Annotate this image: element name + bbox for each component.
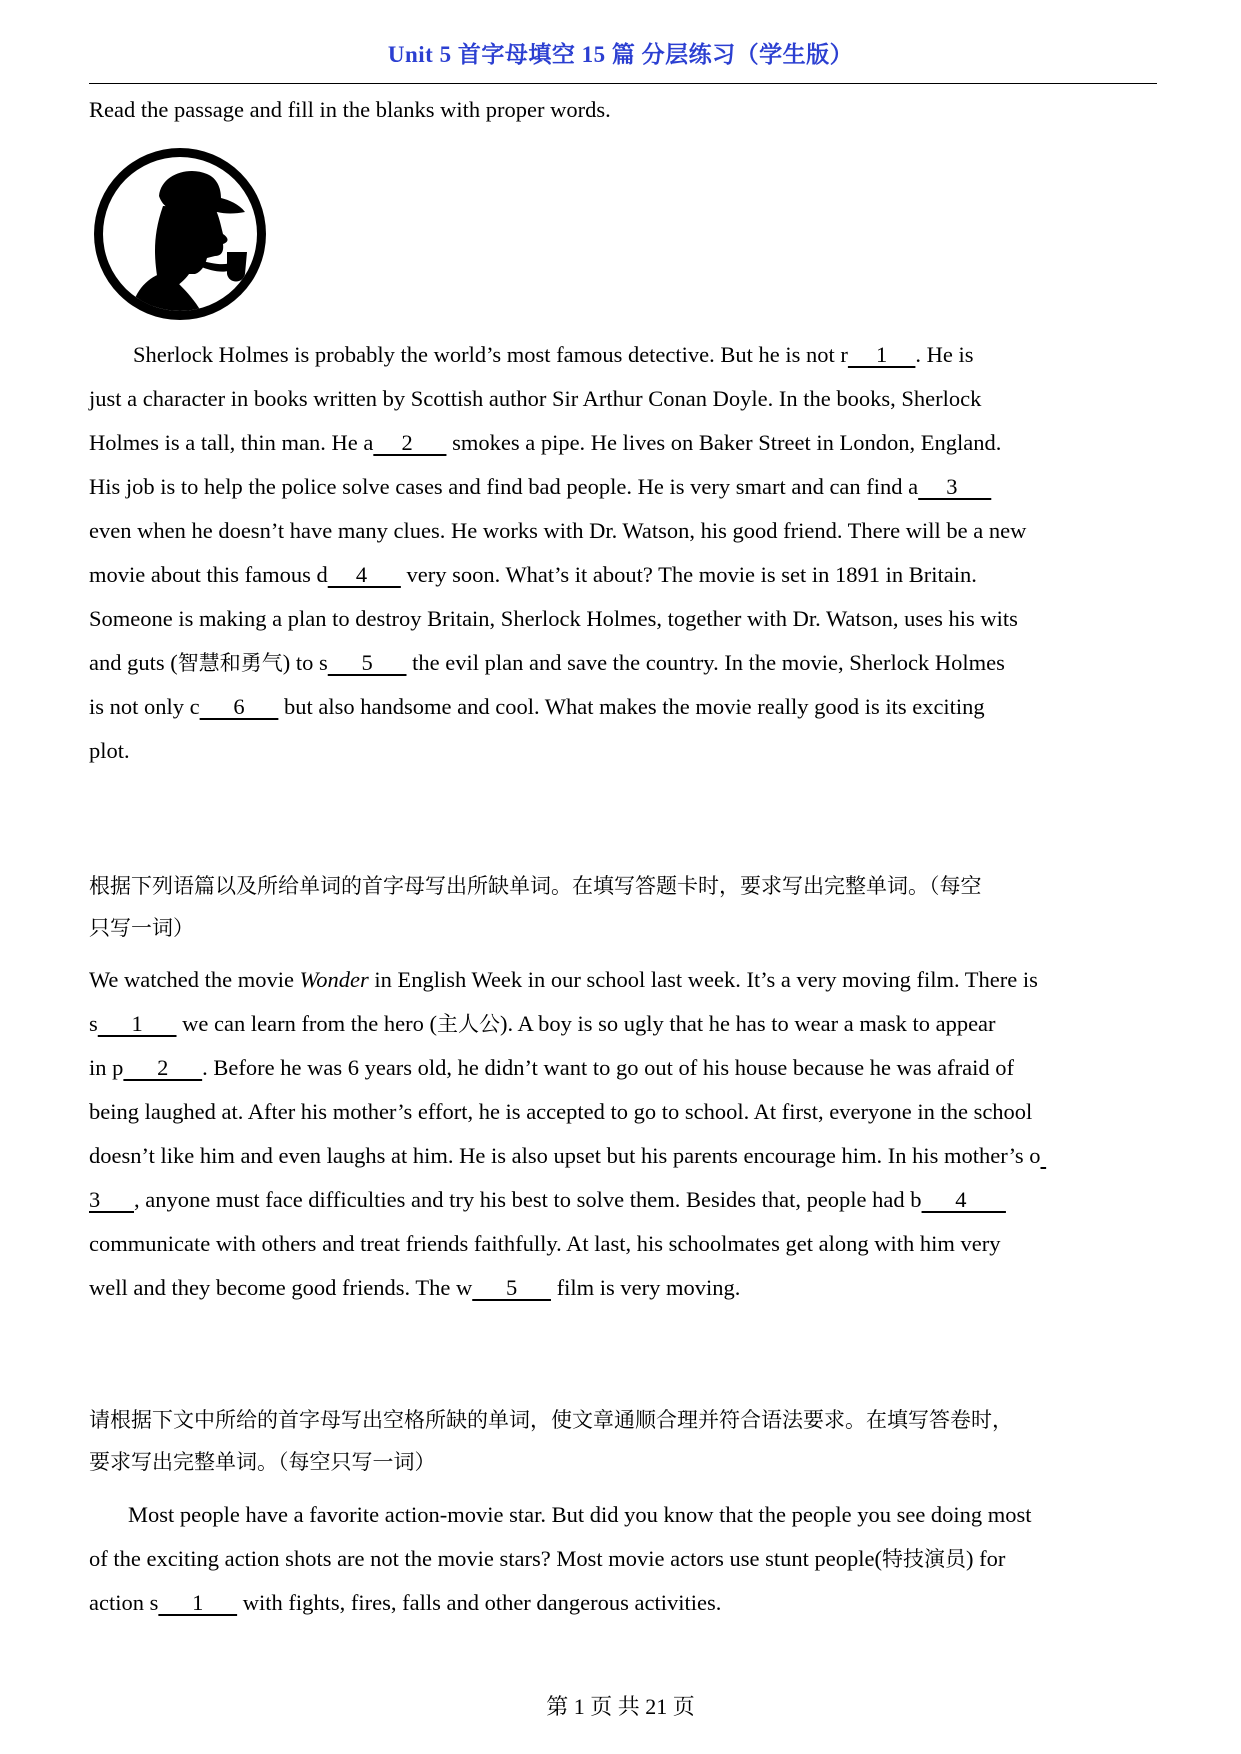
passage-text: s <box>89 1011 98 1036</box>
passage-line <box>89 692 1157 722</box>
blank-answer-slot: 4 <box>327 562 401 587</box>
passage-text: being laughed at. After his mother’s effort, he is accepted to go to school. At first, everyone in the school <box>89 1099 1033 1124</box>
passage-line <box>89 516 1157 546</box>
passage-text: with fights, fires, falls and other dangerous activities. <box>237 1590 722 1615</box>
passage-line <box>89 604 1157 634</box>
blank-answer-slot: 4 <box>921 1187 1006 1212</box>
passage-2-instruction-line-1: 根据下列语篇以及所给单词的首字母写出所缺单词。在填写答题卡时，要求写出完整单词。（每空 <box>89 874 982 898</box>
page-title: Unit 5 首字母填空 15 篇 分层练习（学生版） <box>387 42 854 67</box>
movie-title: Wonder <box>299 967 369 992</box>
passage-text: Holmes is a tall, thin man. He a <box>89 430 374 455</box>
chinese-gloss: 特技演员 <box>881 1547 966 1571</box>
passage-line <box>89 1053 1157 1083</box>
chinese-gloss: 主人公 <box>437 1012 501 1036</box>
passage-text: well and they become good friends. The w <box>89 1275 473 1300</box>
passage-line <box>89 1229 1157 1259</box>
passage-text: but also handsome and cool. What makes the movie really good is its exciting <box>278 694 985 719</box>
passage-line <box>89 340 1201 370</box>
passage-text: Someone is making a plan to destroy Britain, Sherlock Holmes, together with Dr. Watson, uses his wits <box>89 606 1018 631</box>
passage-text: communicate with others and treat friends faithfully. At last, his schoolmates get along with him very <box>89 1231 1001 1256</box>
blank-answer-slot: 3 <box>918 474 992 499</box>
passage-text: in English Week in our school last week. It’s a very moving film. There is <box>368 967 1038 992</box>
passage-text: action s <box>89 1590 159 1615</box>
passage-text: the evil plan and save the country. In the movie, Sherlock Holmes <box>406 650 1005 675</box>
blank-answer-slot: 2 <box>373 430 447 455</box>
passage-text: doesn’t like him and even laughs at him. He is also upset but his parents encourage him. In his mother’s o <box>89 1143 1041 1168</box>
passage-text: of the exciting action shots are not the movie stars? Most movie actors use stunt people( <box>89 1546 882 1571</box>
passage-line <box>89 1097 1157 1127</box>
blank-answer-slot: 6 <box>199 694 279 719</box>
chinese-gloss: 智慧和勇气 <box>177 651 283 675</box>
passage-text: we can learn from the hero ( <box>176 1011 438 1036</box>
passage-text: even when he doesn’t have many clues. He works with Dr. Watson, his good friend. There will be a new <box>89 518 1027 543</box>
passage-text: film is very moving. <box>550 1275 741 1300</box>
blank-answer-slot: 1 <box>847 342 916 367</box>
passage-text: ) for <box>965 1546 1006 1571</box>
passage-2-instruction-line-2: 只写一词） <box>89 916 194 940</box>
blank-answer-slot: 5 <box>472 1275 551 1300</box>
passage-3-instruction-line-2: 要求写出完整单词。（每空只写一词） <box>89 1450 436 1474</box>
passage-text: just a character in books written by Scottish author Sir Arthur Conan Doyle. In the books, Sherlock <box>89 386 982 411</box>
passage-line <box>89 648 1157 678</box>
passage-text: His job is to help the police solve cases and find bad people. He is very smart and can find a <box>89 474 919 499</box>
passage-line <box>89 1009 1157 1039</box>
passage-text: . Before he was 6 years old, he didn’t want to go out of his house because he was afraid of <box>202 1055 1014 1080</box>
passage-text: very soon. What’s it about? The movie is set in 1891 in Britain. <box>400 562 977 587</box>
blank-answer-slot: 1 <box>158 1590 238 1615</box>
passage-text: Most people have a favorite action-movie star. But did you know that the people you see doing most <box>128 1502 1032 1527</box>
passage-line <box>89 965 1157 995</box>
blank-answer-slot <box>1041 1143 1047 1168</box>
passage-line <box>89 1273 1157 1303</box>
passage-line <box>89 1141 1157 1171</box>
passage-line <box>89 472 1157 502</box>
passage-text: and guts ( <box>89 650 178 675</box>
passage-line <box>89 1185 1157 1215</box>
passage-line <box>89 428 1157 458</box>
passage-1-instruction: Read the passage and fill in the blanks with proper words. <box>89 97 611 122</box>
passage-text: Sherlock Holmes is probably the world’s most famous detective. But he is not r <box>133 342 848 367</box>
passage-text: , anyone must face difficulties and try his best to solve them. Besides that, people had b <box>134 1187 922 1212</box>
passage-line <box>89 1588 1157 1618</box>
passage-text: . He is <box>915 342 974 367</box>
passage-text: ) to s <box>282 650 328 675</box>
passage-line <box>89 1500 1196 1530</box>
page-footer: 第 1 页 共 21 页 <box>546 1694 695 1719</box>
header-divider <box>89 83 1157 84</box>
blank-answer-slot: 1 <box>97 1011 177 1036</box>
passage-line <box>89 736 1157 766</box>
passage-text: movie about this famous d <box>89 562 328 587</box>
passage-text: We watched the movie <box>89 967 300 992</box>
passage-line <box>89 560 1157 590</box>
passage-line <box>89 1544 1157 1574</box>
passage-text: is not only c <box>89 694 200 719</box>
blank-answer-slot: 3 <box>89 1187 134 1212</box>
blank-answer-slot: 5 <box>327 650 407 675</box>
passage-text: in p <box>89 1055 124 1080</box>
passage-text: plot. <box>89 738 130 763</box>
detective-silhouette-icon <box>89 144 275 324</box>
blank-answer-slot: 2 <box>123 1055 203 1080</box>
passage-text: ). A boy is so ugly that he has to wear a mask to appear <box>500 1011 996 1036</box>
passage-text: smokes a pipe. He lives on Baker Street in London, England. <box>446 430 1002 455</box>
passage-line <box>89 384 1157 414</box>
passage-3-instruction-line-1: 请根据下文中所给的首字母写出空格所缺的单词，使文章通顺合理并符合语法要求。在填写答卷时， <box>89 1408 1013 1432</box>
